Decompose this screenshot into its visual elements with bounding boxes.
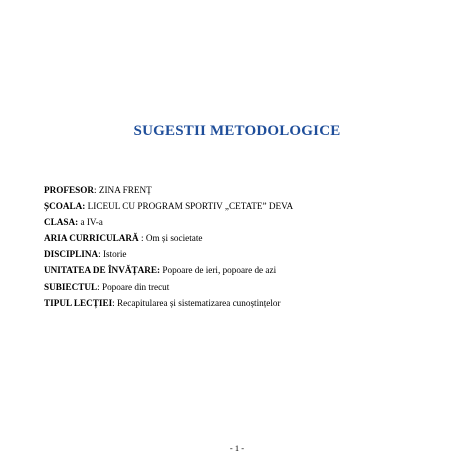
lesson-info-list bbox=[44, 182, 464, 311]
field-label: TIPUL LECȚIEI bbox=[44, 297, 113, 308]
field-row-disciplina bbox=[44, 246, 464, 262]
field-row-unitatea-de-invatare bbox=[44, 262, 464, 278]
field-label: ARIA CURRICULARĂ bbox=[44, 233, 139, 244]
field-value: a IV-a bbox=[80, 217, 103, 228]
field-label: PROFESOR bbox=[44, 185, 95, 195]
field-value: Popoare din trecut bbox=[101, 281, 170, 292]
field-label: DISCIPLINA bbox=[44, 249, 99, 260]
field-label: SUBIECTUL bbox=[44, 281, 98, 292]
field-value: LICEUL CU PROGRAM SPORTIV „CETATE” DEVA bbox=[87, 201, 294, 212]
field-value: Popoare de ieri, popoare de azi bbox=[162, 265, 277, 276]
field-separator: : bbox=[112, 297, 118, 308]
field-value: ZINA FRENȚ bbox=[98, 185, 152, 195]
field-row-clasa bbox=[44, 214, 464, 230]
page-number: - 1 - bbox=[229, 443, 245, 453]
field-label: UNITATEA DE ÎNVĂȚARE: bbox=[44, 265, 161, 276]
field-separator: : bbox=[98, 249, 103, 260]
field-label: CLASA: bbox=[44, 217, 79, 228]
field-separator: : bbox=[94, 185, 99, 195]
field-row-scoala bbox=[44, 198, 464, 214]
field-row-aria-curriculara bbox=[44, 230, 464, 246]
field-label: ȘCOALA: bbox=[44, 201, 86, 212]
field-value: Om și societate bbox=[145, 233, 203, 244]
field-separator: : bbox=[138, 233, 146, 244]
field-value: Recapitularea și sistematizarea cunoștințelor bbox=[117, 297, 281, 308]
field-separator: : bbox=[97, 281, 102, 292]
field-row-tipul-lectiei bbox=[44, 295, 464, 311]
field-value: Istorie bbox=[102, 249, 127, 260]
field-row-profesor bbox=[44, 182, 464, 198]
document-title: SUGESTII METODOLOGICE bbox=[133, 123, 341, 139]
field-row-subiectul bbox=[44, 279, 464, 295]
